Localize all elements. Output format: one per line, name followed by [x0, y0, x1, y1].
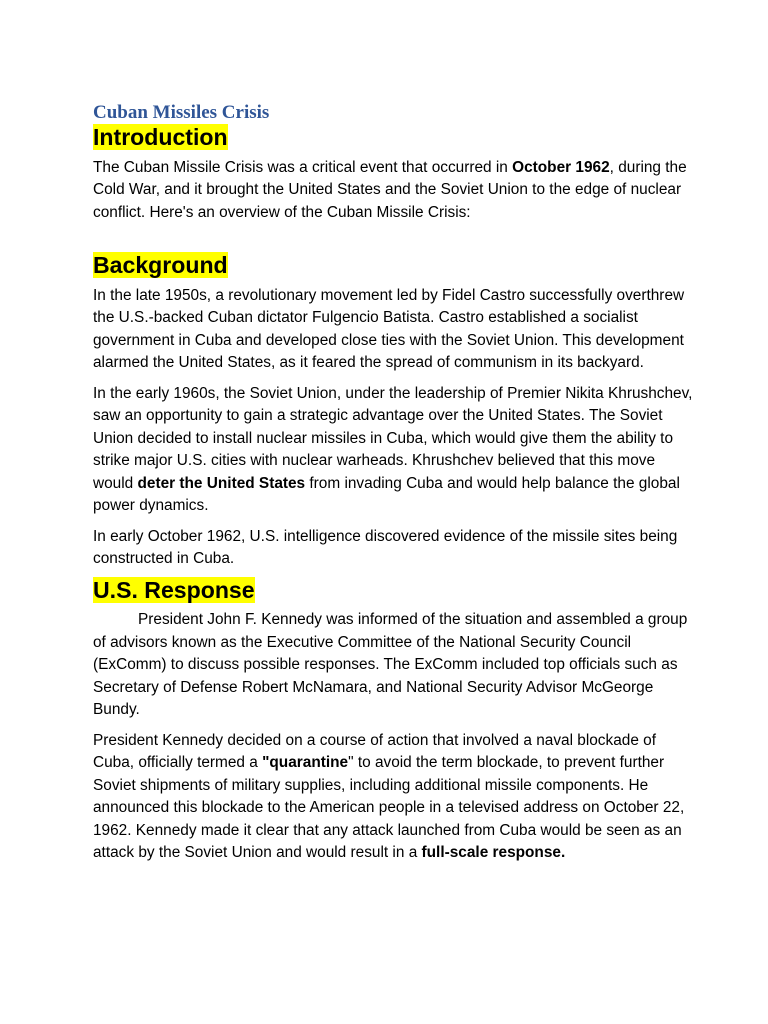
bold-full-scale: full-scale response.	[421, 844, 566, 861]
heading-introduction-text: Introduction	[93, 124, 228, 150]
paragraph-response-1: President John F. Kennedy was informed of the situation and assembled a group of advisors known as the Executive Committee of the National Security Council (ExComm) to discuss possible responses. The ExComm included top officials such as Secretary of Defense Robert McNamara, and National Security Advisor McGeorge Bundy.	[93, 611, 688, 718]
heading-background-text: Background	[93, 252, 228, 278]
heading-background	[93, 254, 693, 277]
paragraph-intro: The Cuban Missile Crisis was a critical event that occurred in October 1962, during the Cold War, and it brought the United States and the Soviet Union to the edge of nuclear conflict. Here's an overview of the Cuban Missile Crisis:	[93, 158, 687, 221]
paragraph-background-1: In the late 1950s, a revolutionary movement led by Fidel Castro successfully overthrew the U.S.-backed Cuban dictator Fulgencio Batista. Castro established a socialist government in Cuba and developed close ties with the Soviet Union. This development alarmed the United States, as it feared the spread of communism in its backyard.	[93, 286, 685, 371]
document-title: Cuban Missiles Crisis	[93, 102, 270, 123]
heading-us-response-text: U.S. Response	[93, 576, 255, 603]
paragraph-response-2: President Kennedy decided on a course of action that involved a naval blockade of Cuba, officially termed a "quarantine" to avoid the term blockade, to prevent further Soviet shipments of military supplies, including additional missile components. He announced this blockade to the American people in a televised address on October 22, 1962. Kennedy made it clear that any attack launched from Cuba would be seen as an attack by the Soviet Union and would result in a full-scale response.	[93, 731, 685, 861]
document-page	[93, 100, 693, 865]
paragraph-background-3: In early October 1962, U.S. intelligence discovered evidence of the missile sites being constructed in Cuba.	[93, 527, 678, 567]
bold-deter: deter the United States	[137, 474, 306, 492]
heading-introduction	[93, 126, 693, 149]
paragraph-background-2: In the early 1960s, the Soviet Union, under the leadership of Premier Nikita Khrushchev, saw an opportunity to gain a strategic advantage over the United States. The Soviet Union decided to install nuclear missiles in Cuba, which would give them the ability to strike major U.S. cities with nuclear warheads. Khrushchev believed that this move would deter the United States from invading Cuba and would help balance the global power dynamics.	[93, 384, 693, 514]
bold-date: October 1962	[512, 158, 610, 176]
heading-us-response	[93, 576, 693, 603]
bold-quarantine: "quarantine	[262, 754, 349, 771]
